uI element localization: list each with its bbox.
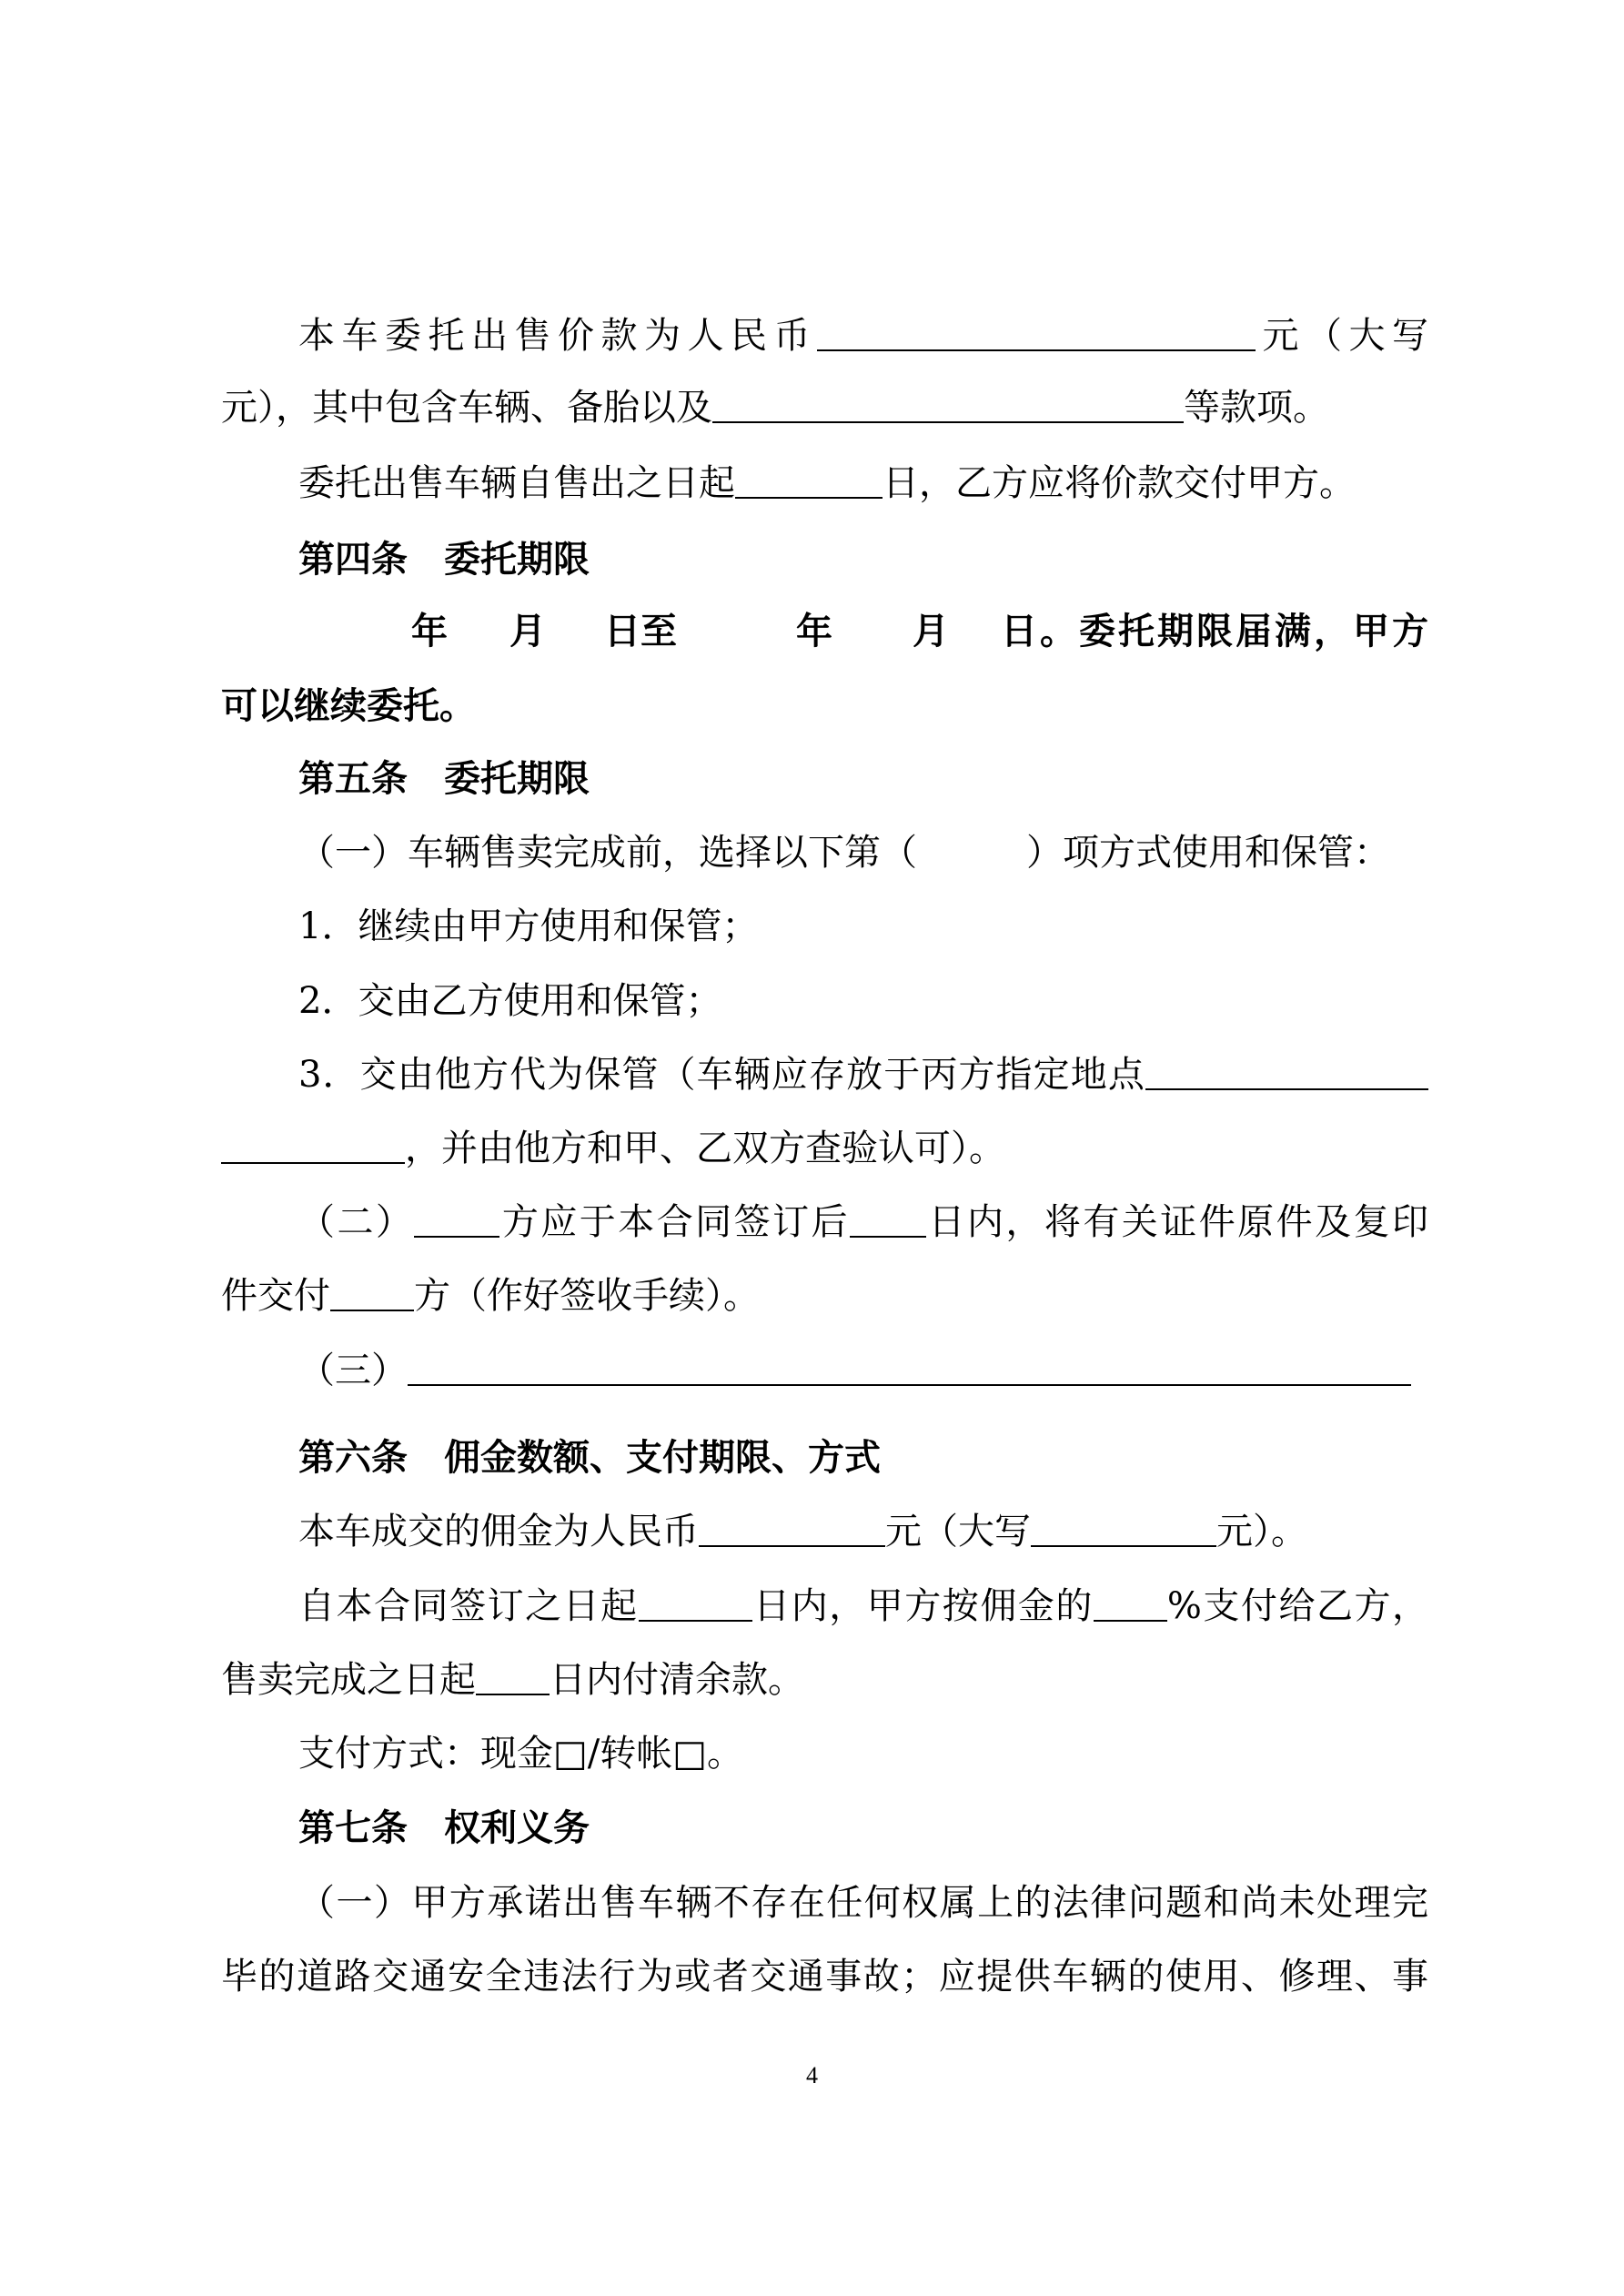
text: 日内，将有关证件原件及复印 (926, 1201, 1429, 1243)
text: 件交付 (221, 1275, 330, 1317)
fill-blank[interactable] (639, 1583, 752, 1622)
text: 方应于本合同签订后 (499, 1201, 851, 1243)
text: （三） (298, 1350, 408, 1391)
text: 日。委托期限届满，甲方 (1001, 611, 1428, 652)
text: 等款项。 (1184, 387, 1329, 429)
fill-blank[interactable] (850, 1199, 926, 1238)
paragraph-line: 可以继续委托。 (221, 685, 476, 727)
fill-blank[interactable] (1094, 1583, 1167, 1622)
text: 月 (509, 611, 546, 652)
text: 自本合同签订之日起 (298, 1585, 639, 1627)
text: 3．交由他方代为保管（车辆应存放于丙方指定地点 (298, 1054, 1145, 1096)
paragraph-line: （一）甲方承诺出售车辆不存在任何权属上的法律问题和尚未处理完 (298, 1882, 1428, 1924)
fill-blank[interactable] (1145, 1052, 1428, 1090)
fill-blank[interactable] (476, 1657, 550, 1695)
article-7-heading: 第七条 权利义务 (298, 1807, 590, 1849)
text: 元（大写 (1256, 315, 1428, 357)
fill-blank[interactable] (699, 1509, 885, 1547)
paragraph-line (221, 1126, 1428, 1171)
text: 日，乙方应将价款交付甲方。 (883, 462, 1356, 504)
fill-blank[interactable] (735, 460, 883, 499)
fill-blank[interactable] (712, 385, 1184, 423)
text: 委托出售车辆自售出之日起 (298, 462, 735, 504)
paragraph-line (298, 1509, 1428, 1554)
paragraph-line: 毕的道路交通安全违法行为或者交通事故；应提供车辆的使用、修理、事 (221, 1956, 1428, 1998)
text: 日内，甲方按佣金的 (751, 1585, 1094, 1627)
text: ，并由他方和甲、乙双方查验认可）。 (405, 1128, 1005, 1169)
paragraph-line (221, 385, 1428, 430)
text: （二） (298, 1201, 415, 1243)
paragraph-line (298, 460, 1428, 506)
text: 日内付清余款。 (550, 1659, 804, 1701)
payment-method-line: 支付方式：现金□/转帐□。 (298, 1733, 744, 1775)
paragraph-line (298, 1583, 1428, 1629)
list-item: 1．继续由甲方使用和保管； (298, 905, 759, 947)
text: 本车成交的佣金为人民币 (298, 1511, 699, 1553)
text: %支付给乙方， (1166, 1585, 1429, 1627)
list-item: 2．交由乙方使用和保管； (298, 980, 722, 1022)
fill-blank[interactable] (408, 1348, 1411, 1386)
page-number: 4 (806, 2062, 818, 2089)
paragraph-line (298, 1348, 1428, 1393)
text: 元）。 (1216, 1511, 1307, 1553)
paragraph-line (221, 1657, 1428, 1703)
text: 年 (411, 611, 448, 652)
list-item (298, 1052, 1428, 1097)
paragraph-line (298, 313, 1428, 359)
fill-blank[interactable] (330, 1273, 414, 1311)
text: 方（作好签收手续）。 (414, 1275, 760, 1317)
fill-blank[interactable] (414, 1199, 499, 1238)
paragraph-line (221, 1273, 1428, 1319)
text: 元（大写 (885, 1511, 1031, 1553)
text: 售卖完成之日起 (221, 1659, 476, 1701)
text: 元），其中包含车辆、备胎以及 (221, 387, 712, 429)
text: 日至 (604, 611, 677, 652)
fill-blank[interactable] (817, 313, 1256, 351)
paragraph-line: （一）车辆售卖完成前，选择以下第（ ）项方式使用和保管： (298, 832, 1390, 874)
text: 年 (796, 611, 832, 652)
text: 月 (913, 611, 949, 652)
text: 本车委托出售价款为人民币 (298, 315, 817, 357)
article-5-heading: 第五条 委托期限 (298, 758, 590, 800)
fill-blank[interactable] (1031, 1509, 1216, 1547)
article-4-heading: 第四条 委托期限 (298, 539, 590, 581)
article-6-heading: 第六条 佣金数额、支付期限、方式 (298, 1437, 881, 1479)
fill-blank[interactable] (221, 1126, 405, 1164)
date-range-line (0, 609, 1624, 654)
paragraph-line (298, 1199, 1428, 1245)
